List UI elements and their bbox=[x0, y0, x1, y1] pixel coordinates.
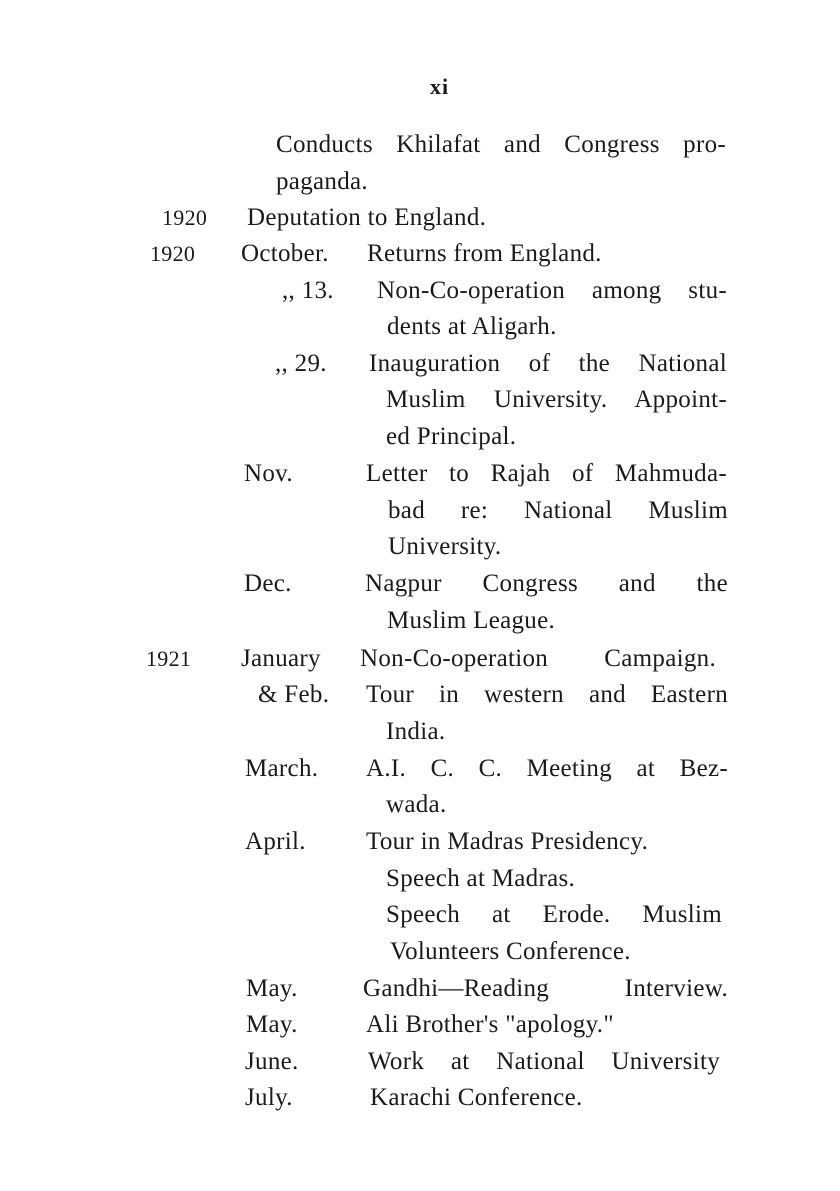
entry-date: Dec. bbox=[244, 570, 292, 597]
entry-text-line: Conducts Khilafat and Congress pro- bbox=[276, 131, 726, 158]
entry-text-line: University. bbox=[388, 533, 502, 560]
entry-text-line: Letter to Rajah of Mahmuda- bbox=[366, 460, 727, 487]
entry-text-line: Deputation to England. bbox=[247, 204, 487, 231]
entry-text-line: Ali Brother's "apology." bbox=[366, 1011, 614, 1038]
entry-text-line: India. bbox=[386, 718, 446, 745]
entry-year: 1920 bbox=[162, 205, 208, 230]
entry-text-line: paganda. bbox=[276, 168, 368, 195]
entry-date: June. bbox=[245, 1048, 299, 1075]
entry-text-line: Muslim League. bbox=[387, 607, 556, 634]
entry-date: April. bbox=[245, 828, 306, 855]
entry-date: May. bbox=[246, 1011, 298, 1038]
entry-text-line: Speech at Madras. bbox=[386, 865, 576, 892]
page-number: xi bbox=[430, 74, 450, 99]
entry-text-line: Returns from England. bbox=[367, 240, 602, 267]
entry-text-line: Volunteers Conference. bbox=[390, 938, 631, 965]
entry-date: October. bbox=[241, 240, 329, 267]
entry-text-line: bad re: National Muslim bbox=[388, 497, 728, 524]
entry-date: ,, 13. bbox=[282, 277, 334, 304]
entry-text-line: Inauguration of the National bbox=[369, 350, 727, 377]
entry-date: ,, 29. bbox=[275, 350, 327, 377]
entry-date: July. bbox=[245, 1084, 293, 1111]
entry-year: 1920 bbox=[150, 241, 196, 266]
entry-year: 1921 bbox=[146, 646, 192, 671]
entry-date: January bbox=[241, 645, 321, 672]
entry-text-line: ed Principal. bbox=[386, 423, 517, 450]
entry-text-line: dents at Aligarh. bbox=[387, 313, 557, 340]
entry-text-line: Tour in western and Eastern bbox=[366, 681, 728, 708]
entry-text-line: Gandhi—Reading Interview. bbox=[363, 975, 728, 1002]
entry-text-line: Work at National University bbox=[368, 1048, 720, 1075]
entry-date: May. bbox=[246, 975, 298, 1002]
entry-date: Nov. bbox=[244, 460, 293, 487]
entry-date: March. bbox=[245, 755, 319, 782]
entry-text-line: Speech at Erode. Muslim bbox=[386, 901, 722, 928]
entry-text-line: wada. bbox=[386, 791, 447, 818]
entry-text-line: Karachi Conference. bbox=[370, 1084, 583, 1111]
entry-text-line: Non-Co-operation Campaign. bbox=[360, 645, 716, 672]
entry-text-line: A.I. C. C. Meeting at Bez- bbox=[366, 755, 728, 782]
entry-text-line: Muslim University. Appoint- bbox=[386, 386, 727, 413]
entry-date: & Feb. bbox=[258, 681, 330, 708]
entry-text-line: Non-Co-operation among stu- bbox=[377, 277, 727, 304]
entry-text-line: Tour in Madras Presidency. bbox=[366, 828, 649, 855]
entry-text-line: Nagpur Congress and the bbox=[365, 570, 728, 597]
